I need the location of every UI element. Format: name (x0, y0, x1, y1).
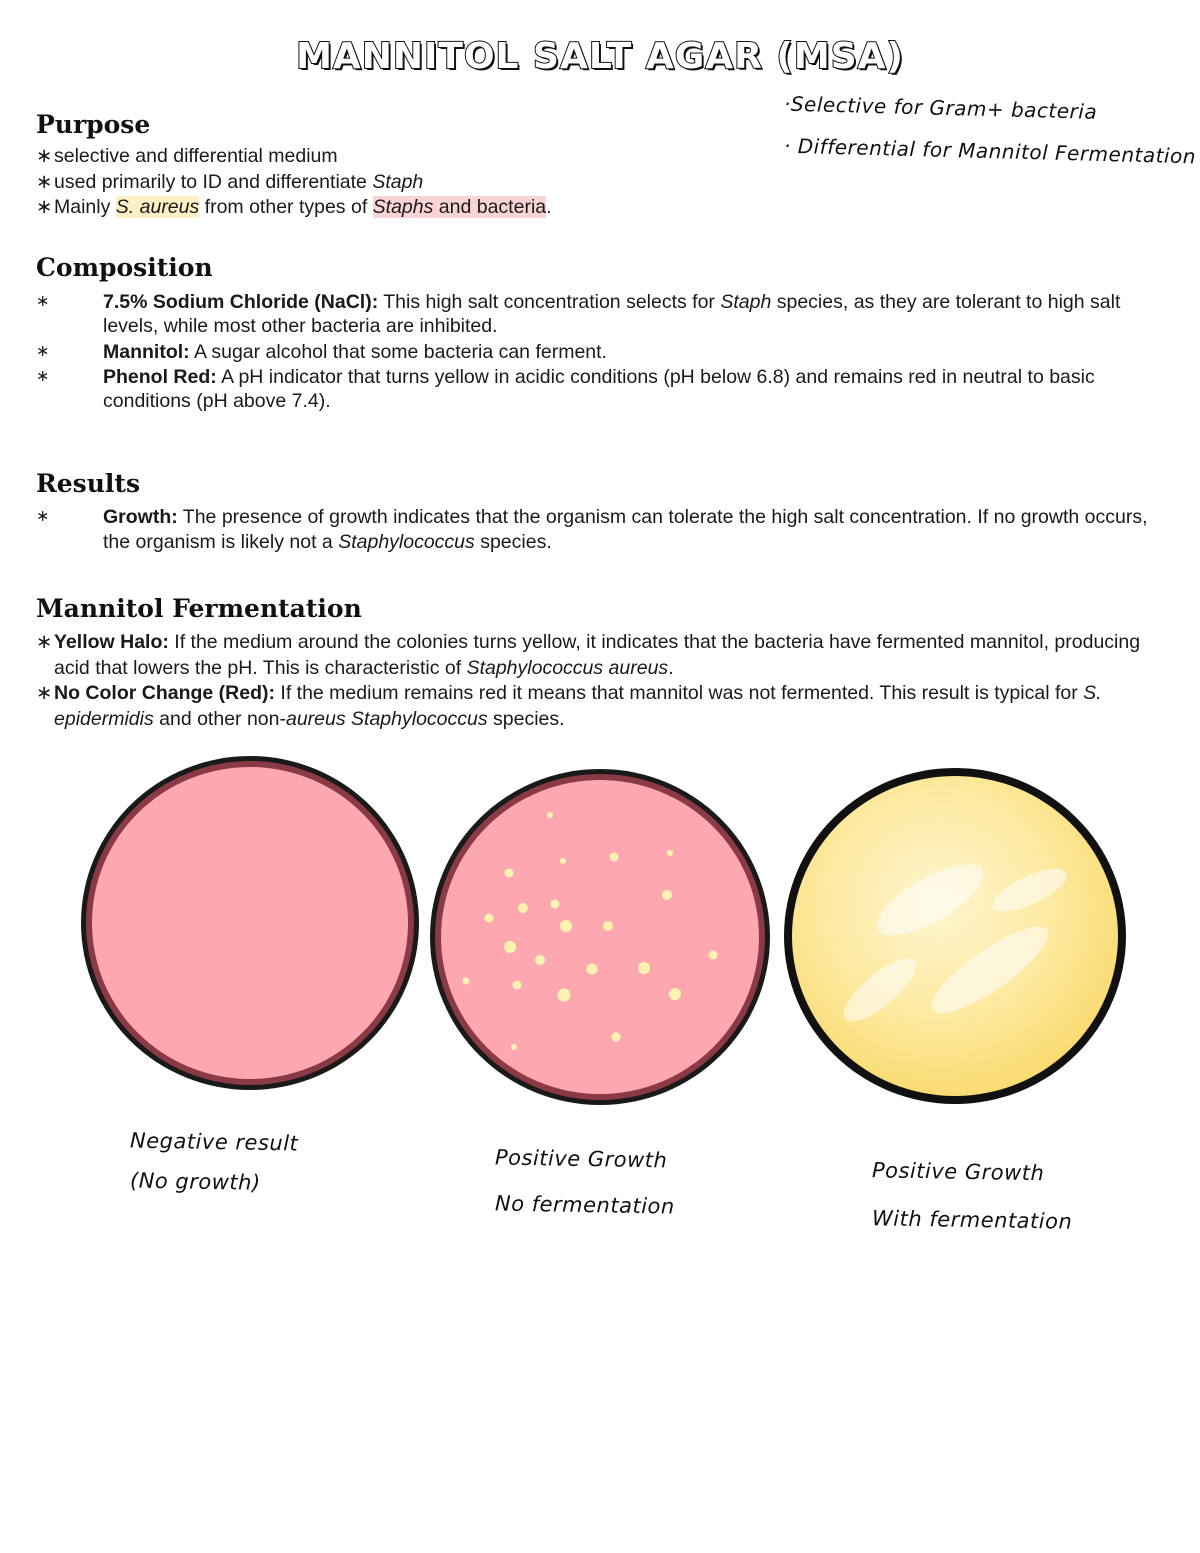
colony (535, 955, 545, 965)
results-list (36, 505, 1176, 557)
composition-item-phenol-red: ∗ Phenol Red: A pH indicator that turns yellow in acidic conditions (pH below 6.8) and remains red in neutral to basic conditions (pH above 7.4). (36, 366, 1095, 412)
colony (551, 900, 560, 909)
plate-growth-no-fermentation (430, 769, 770, 1105)
purpose-list (36, 144, 1176, 221)
highlight-staphs: Staphs and bacteria (372, 196, 547, 218)
colony (709, 951, 718, 960)
page-title: MANNITOL SALT AGAR (MSA) (296, 36, 904, 77)
colony (610, 853, 619, 862)
asterisk-icon: ∗ (36, 508, 50, 525)
asterisk-icon: ∗ (36, 682, 53, 704)
agar-plates-illustration (0, 740, 1200, 1160)
colony (560, 920, 572, 932)
colony (547, 812, 553, 818)
colony (612, 1033, 621, 1042)
plate-label-no-fermentation: Positive Growth No fermentation (494, 1145, 675, 1219)
results-item-growth: ∗ Growth: The presence of growth indicates that the organism can tolerate the high salt concentration. If no growth occurs, the organism is likely not a Staphylococcus species. (36, 506, 1148, 553)
asterisk-icon: ∗ (36, 368, 50, 385)
asterisk-icon: ∗ (36, 196, 53, 218)
colony (518, 903, 528, 913)
results-heading: Results (36, 469, 141, 498)
asterisk-icon: ∗ (36, 293, 50, 310)
purpose-heading: Purpose (36, 110, 151, 139)
colony (511, 1044, 517, 1050)
margin-note-differential: · Differential for Mannitol Fermentation (783, 133, 1197, 169)
colony (587, 964, 598, 975)
colony (485, 914, 494, 923)
plate-medium (792, 776, 1118, 1096)
colony (603, 921, 613, 931)
highlight-s-aureus: S. aureus (115, 196, 200, 218)
fermentation-heading: Mannitol Fermentation (36, 594, 362, 623)
plate-label-with-fermentation: Positive Growth With fermentation (871, 1158, 1073, 1234)
colony (638, 962, 650, 974)
colony (513, 981, 522, 990)
colony (667, 850, 673, 856)
colony (505, 869, 514, 878)
purpose-item: ∗ used primarily to ID and differentiate Staph (36, 170, 1176, 196)
colony (669, 988, 681, 1000)
colony (504, 941, 516, 953)
plate-negative (81, 756, 419, 1090)
colony (560, 858, 566, 864)
plate-medium (441, 780, 759, 1094)
composition-heading: Composition (36, 253, 213, 282)
asterisk-icon: ∗ (36, 631, 53, 653)
composition-list (36, 290, 1176, 415)
plate-growth-with-fermentation (784, 768, 1126, 1104)
fermentation-item-no-color-change: ∗ No Color Change (Red): If the medium remains red it means that mannitol was not fermented. This result is typical for S. epidermidis and other non-aureus Staphylococcus species. (36, 681, 1176, 732)
fermentation-list (36, 630, 1176, 732)
asterisk-icon: ∗ (36, 342, 50, 360)
plate-medium (92, 767, 408, 1079)
asterisk-icon: ∗ (36, 170, 53, 193)
fermentation-item-yellow-halo: ∗ Yellow Halo: If the medium around the colonies turns yellow, it indicates that the bacteria have fermented mannitol, producing acid that lowers the pH. This is characteristic of Staphylococcus aureus. (36, 630, 1176, 681)
composition-item-nacl: ∗ 7.5% Sodium Chloride (NaCl): This high salt concentration selects for Staph species, as they are tolerant to high salt levels, while most other bacteria are inhibited. (36, 291, 1121, 337)
composition-item-mannitol: ∗ Mannitol: A sugar alcohol that some bacteria can ferment. (36, 340, 607, 363)
colony (662, 890, 672, 900)
purpose-item: ∗ Mainly S. aureus from other types of Staphs and bacteria. (36, 195, 1176, 221)
margin-note-selective: ·Selective for Gram+ bacteria (783, 91, 1098, 124)
asterisk-icon: ∗ (36, 145, 53, 167)
purpose-item: ∗ selective and differential medium (36, 144, 1176, 170)
colony (558, 989, 571, 1002)
colony (463, 978, 470, 985)
plate-label-negative: Negative result (No growth) (129, 1128, 299, 1195)
